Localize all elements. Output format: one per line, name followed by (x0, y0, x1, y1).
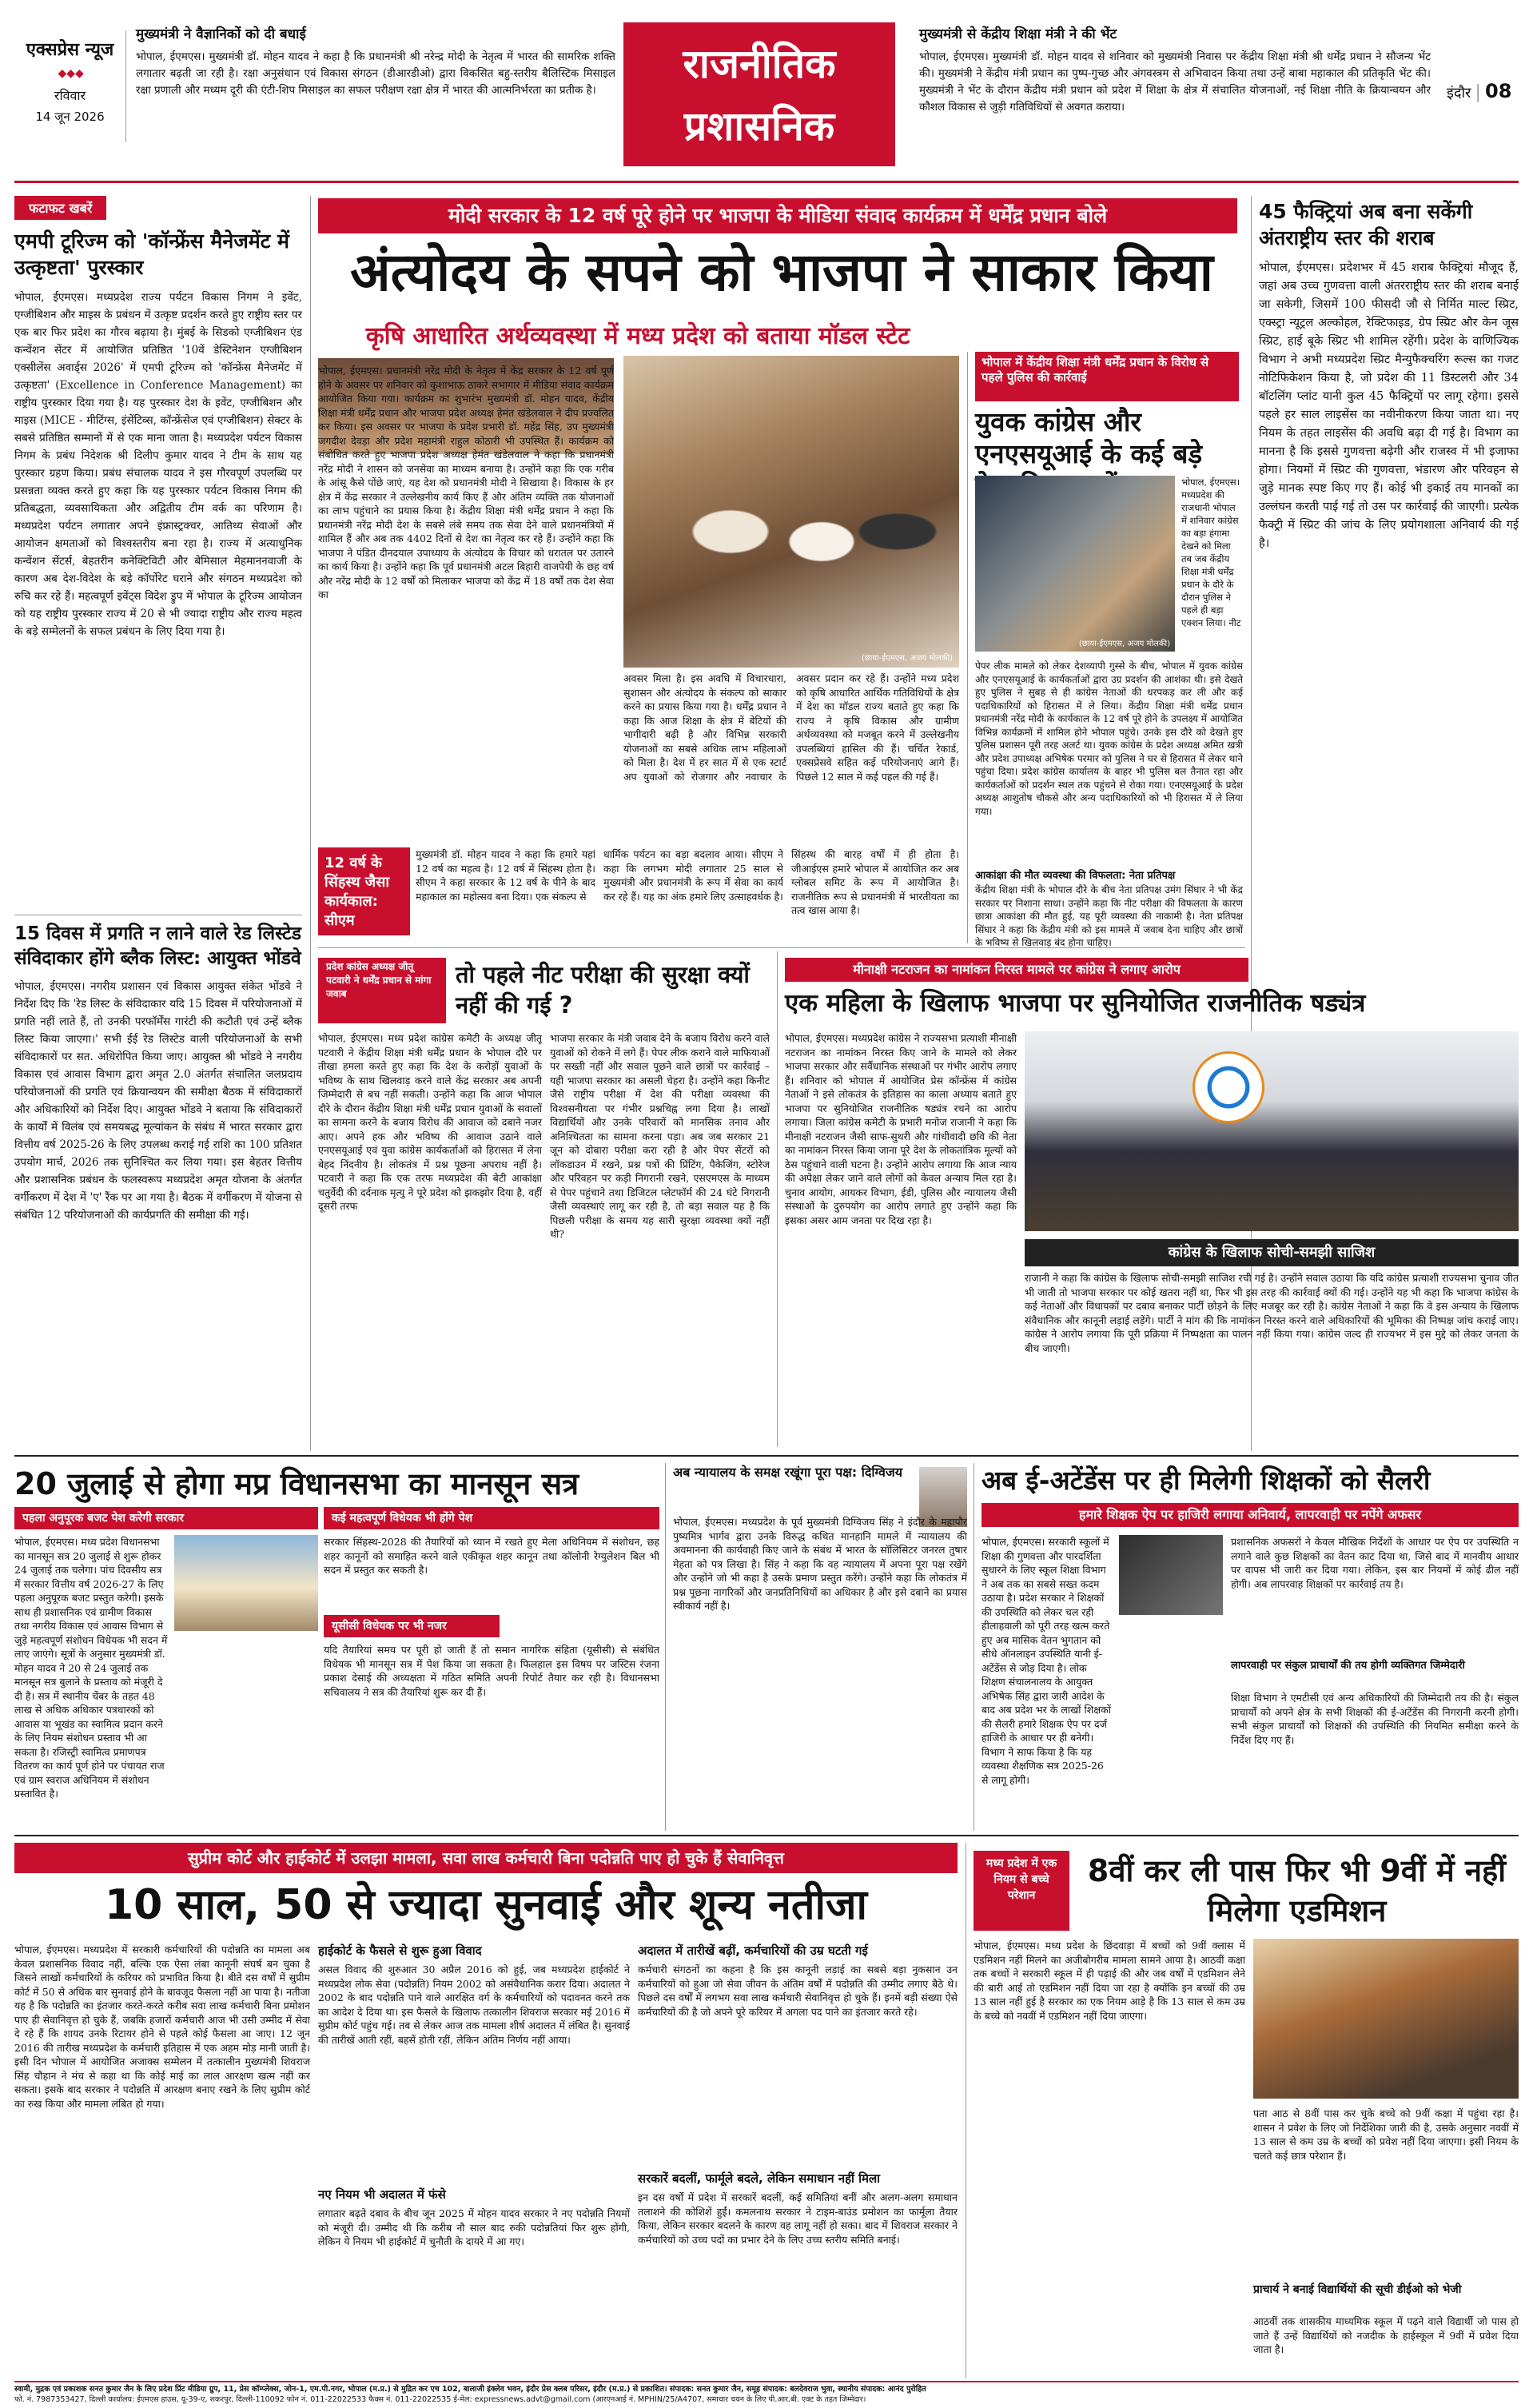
masthead (0, 0, 1533, 192)
court-sub2: नए नियम भी अदालत में फंसे (318, 2187, 446, 2202)
police-side: भोपाल, ईएमएस। मध्यप्रदेश की राजधानी भोपाल में शनिवार कांग्रेस का बड़ा हंगामा देखने को मिला तब जब केंद्रीय शिक्षा मंत्री धर्मेंद्र प्रधान के दौरे के दौरान पुलिस ने पहले ही बड़ा एक्शन लिया। नीट (1181, 476, 1241, 628)
admission-headline: 8वीं कर ली पास फिर भी 9वीं में नहीं मिलेगा एडमिशन (1087, 1853, 1507, 1928)
section-name-1: राजनीतिक (683, 41, 836, 87)
conspiracy-kicker (785, 958, 1248, 982)
lead-box-label (318, 847, 410, 935)
court-col5: इन दस वर्षों में प्रदेश में सरकारें बदलीं, कई समितियां बनीं और अलग-अलग समाधान तलाशने की कोशिशें हुईं। कमलनाथ सरकार ने टाइम-बाउंड प्रमोशन का फार्मूला तैयार किया, लेकिन सरकार बदलने के कारण वह लागू नहीं हो सका। बाद में शिवराज सरकार ने कर्मचारियों को उच्च पदों का प्रभार देने के लिए उच्च स्तरीय समिति बनाई। (638, 2191, 958, 2246)
section-banner (623, 22, 895, 166)
top-right-body: भोपाल, ईएमएस। मुख्यमंत्री डॉ. मोहन यादव से शनिवार को मुख्यमंत्री निवास पर केंद्रीय शिक्षा मंत्री श्री धर्मेंद्र प्रधान ने सौजन्य भेंट की। मुख्यमंत्री ने केंद्रीय मंत्री प्रधान का पुष्प-गुच्छ और अंगवस्त्रम से अभिवादन किया तथा उन्हें बाबा महाकाल की प्रतिकृति भेंट की। मुख्यमंत्री ने भेंट के दौरान केंद्रीय मंत्री प्रधान को प्रदेश में शिक्षा के क्षेत्र में संचालित योजनाओं, नई शिक्षा नीति के क्रियान्वयन और कौशल विकास से जुड़ी गतिविधियों से अवगत कराया। (919, 50, 1431, 114)
admission-subhead: प्राचार्य ने बनाई विद्यार्थियों की सूची डीईओ को भेजी (1253, 2283, 1462, 2296)
conspiracy-headline: एक महिला के खिलाफ भाजपा पर सुनियोजित राजनीतिक षड्यंत्र (785, 989, 1366, 1018)
court-kicker (14, 1843, 958, 1873)
masthead-city: इंदौर (1447, 85, 1471, 102)
admission-tag-text: मध्य प्रदेश में एक नियम से बच्चे परेशान (986, 1857, 1057, 1902)
lead-col1: भोपाल, ईएमएस। प्रधानमंत्री नरेंद्र मोदी के नेतृत्व में केंद्र सरकार के 12 वर्ष पूर्ण होने के अवसर पर शनिवार को कुशाभाऊ ठाकरे सभागार में मीडिया संवाद कार्यक्रम आयोजित किया गया। कार्यक्रम का शुभारंभ मुख्यमंत्री डॉ. मोहन यादव, केंद्रीय शिक्षा मंत्री धर्मेंद्र प्रधान और भाजपा प्रदेश अध्यक्ष हेमंत खंडेलवाल ने दीप प्रज्वलित कर किया। इस अवसर पर भाजपा के प्रदेश प्रभारी डॉ. महेंद्र सिंह, उप मुख्यमंत्री जगदीश देवड़ा और प्रदेश महामंत्री राहुल कोठारी भी उपस्थित हैं। कार्यक्रम को संबोधित करते हुए भाजपा प्रदेश अध्यक्ष हेमंत खंडेलवाल ने कहा कि प्रधानमंत्री नरेंद्र मोदी ने शासन को जनसेवा का माध्यम बनाया है। उन्होंने कहा कि एक गरीब के आंसू कैसे पोंछे जाएं, यह देश को प्रधानमंत्री मोदी ने सिखाया है। विकास के हर क्षेत्र में केंद्र सरकार ने उल्लेखनीय कार्य किए हैं और अंतिम व्यक्ति तक योजनाओं का लाभ पहुंचाने का प्रयास किया है। केंद्रीय शिक्षा मंत्री धर्मेंद्र प्रधान ने कहा कि प्रधानमंत्री नरेंद्र मोदी देश के सबसे लंबे समय तक सेवा देने वाले प्रधानमंत्रियों में शामिल हैं और अब तक 4402 दिनों से देश का नेतृत्व कर रहे हैं। उन्होंने कहा कि भाजपा ने पंडित दीनदयाल उपाध्याय के अंत्योदय के विचार को धरातल पर उतारने का कार्य किया है। उन्होंने कहा कि पूर्व प्रधानमंत्री अटल बिहारी वाजपेयी के छह वर्ष और नरेंद्र मोदी के 12 वर्षों को मिलाकर भाजपा को केंद्र में 18 वर्षों तक देश सेवा का (318, 365, 614, 600)
lead-kicker-text: मोदी सरकार के 12 वर्ष पूरे होने पर भाजपा के मीडिया संवाद कार्यक्रम में धर्मेंद्र प्रधान बोले (448, 204, 1108, 227)
admission-tag (974, 1851, 1069, 1931)
teachers-headline: अब ई-अटेंडेंस पर ही मिलेगी शिक्षकों को सैलरी (982, 1465, 1431, 1496)
admission-sub-body: आठवीं तक शासकीय माध्यमिक स्कूल में पढ़ने वाले विद्यार्थी जो पास हो जाते हैं उन्हें विद्यार्थियों को नजदीक के हाईस्कूल में 9वीं में प्रवेश दिया जाता है। (1253, 2315, 1519, 2355)
vidhansabha-tag (14, 1507, 318, 1529)
fatafat-story1-title: एमपी टूरिज्म को 'कॉन्फ्रेंस मैनेजमेंट में उत्कृष्टता' पुरस्कार (14, 229, 289, 279)
court-sub4: सरकारें बदलीं, फार्मूले बदले, लेकिन समाधान नहीं मिला (638, 2171, 881, 2186)
teachers-subhead-text: हमारे शिक्षक ऐप पर हाजिरी लगाया अनिवार्य, लापरवाही पर नपेंगे अफसर (1078, 1507, 1422, 1522)
vidhansabha-tag3-text: यूसीसी विधेयक पर भी नजर (332, 1620, 447, 1633)
brand-logo-icon: ◆◆◆ (58, 67, 84, 80)
masthead-day: रविवार (54, 88, 86, 103)
vidhansabha-headline: 20 जुलाई से होगा मप्र विधानसभा का मानसून सत्र (14, 1466, 579, 1501)
vidhansabha-col1: भोपाल, ईएमएस। मध्य प्रदेश विधानसभा का मानसून सत्र 20 जुलाई से शुरू होकर 24 जुलाई तक चलेगा। पांच दिवसीय सत्र में सरकार वित्तीय वर्ष 2026-27 के लिए पहला अनुपूरक बजट प्रस्तुत करेगी। इसके साथ ही प्रशासनिक एवं ग्रामीण विकास तथा नगरीय विकास एवं आवास विभाग से जुड़े महत्वपूर्ण संशोधन विधेयक भी सदन में लाए जाएंगे। सूत्रों के अनुसार मुख्यमंत्री डॉ. मोहन यादव ने 20 से 24 जुलाई तक मानसून सत्र बुलाने के प्रस्ताव को मंजूरी दे दी है। सत्र में स्थानीय चेंबर के तहत 48 लाख से अधिक अधिकार पत्रधारकों को आवास या भूखंड का स्वामित्व प्रदान करने के लिए नियम संशोधन प्रस्ताव भी आ सकता है। रजिस्ट्री स्वामित्व प्रमाणपत्र वितरण का कार्य पूर्ण होने पर पंचायत राज एवं ग्राम स्वराज अधिनियम में संशोधन प्रस्तावित है। (14, 1536, 168, 1800)
police-body: पेपर लीक मामले को लेकर देशव्यापी गुस्से के बीच, भोपाल में युवक कांग्रेस और एनएसयूआई के कार्यकर्ताओं द्वारा उग्र प्रदर्शन की आशंका थी। इसे देखते हुए पुलिस ने सुबह से ही कांग्रेस नेताओं की धरपकड़ कर ली और कई पदाधिकारियों को हिरासत में ले लिया। केंद्रीय शिक्षा मंत्री धर्मेंद्र प्रधान प्रधानमंत्री नरेंद्र मोदी के कार्यकाल के 12 वर्ष पूरे होने के उपलक्ष्य में आयोजित विभिन्न कार्यक्रमों में शामिल होने भोपाल पहुंचे। उनके इस दौरे को देखते हुए पुलिस प्रशासन पूरी तरह अलर्ट था। युवक कांग्रेस के प्रदेश अध्यक्ष अमित खत्री और प्रदेश उपाध्यक्ष अभिषेक परमार को पुलिस ने घर से हिरासत में लेकर थाने पहुंचा दिया। प्रदेश कांग्रेस कार्यालय के बाहर भी पुलिस बल तैनात रहा और कार्यकर्ताओं को प्रदर्शन स्थल तक पहुंचने से रोका गया। एनएसयूआई के प्रदेश अध्यक्ष आशुतोष चौकसे और अन्य पदाधिकारियों को भी हिरासत में ले लिया गया। (975, 660, 1243, 817)
conspiracy-box-body: राजानी ने कहा कि कांग्रेस के खिलाफ सोची-समझी साजिश रची गई है। उन्होंने सवाल उठाया कि यदि कांग्रेस प्रत्याशी राज्यसभा चुनाव जीत भी जाती तो भाजपा सरकार पर कोई खतरा नहीं था, फिर भी इस तरह की कार्रवाई क्यों की गई। उन्होंने यह भी कहा कि भाजपा कांग्रेस के कई नेताओं और विधायकों पर दबाव बनाकर पार्टी छोड़ने के लिए मजबूर कर रही है। कांग्रेस नेताओं ने कहा कि वे इस अन्याय के खिलाफ संवैधानिक और कानूनी लड़ाई लड़ेंगे। पार्टी ने मांग की कि नामांकन निरस्त करने वाले अधिकारियों की भूमिका की निष्पक्ष जांच कराई जाए। कांग्रेस ने आरोप लगाया कि पूरी प्रक्रिया में निष्पक्षता का पालन नहीं किया गया। कांग्रेस जल्द ही राज्यभर में इस मुद्दे को लेकर जनता के बीच जाएगी। (1025, 1272, 1519, 1354)
teachers-subhead (982, 1503, 1519, 1527)
police-photo (975, 476, 1175, 652)
lead-subhead: कृषि आधारित अर्थव्यवस्था में मध्य प्रदेश को बताया मॉडल स्टेट (365, 322, 910, 350)
top-right-title: मुख्यमंत्री से केंद्रीय शिक्षा मंत्री ने की भेंट (919, 26, 1117, 42)
court-headline: 10 साल, 50 से ज्यादा सुनवाई और शून्य नतीजा (104, 1881, 868, 1929)
lead-photo-people (639, 452, 943, 652)
court-sub3: अदालत में तारीखें बढ़ीं, कर्मचारियों की उम्र घटती गई (638, 1944, 868, 1958)
vidhansabha-tag3 (324, 1615, 500, 1637)
conspiracy-body: भोपाल, ईएमएस। मध्यप्रदेश कांग्रेस ने राज्यसभा प्रत्याशी मीनाक्षी नटराजन का नामांकन निरस्त किए जाने के मामले को लेकर भाजपा सरकार और सर्वैधानिक संस्थाओं पर गंभीर आरोप लगाए हैं। शनिवार को भोपाल में आयोजित प्रेस कॉन्फ्रेंस में कांग्रेस नेताओं ने इसे लोकतंत्र के इतिहास का काला अध्याय बताते हुए भाजपा पर सुनियोजित राजनीतिक षड्यंत्र रचने का आरोप लगाया। जिला कांग्रेस कमेटी के प्रभारी मनोज राजानी ने कहा कि मीनाक्षी नटराजन जैसी साफ-सुथरी और गांधीवादी छवि की नेता का नामांकन निरस्त किया जाना पूरे देश के लोकतांत्रिक मूल्यों को ठेस पहुंचाने वाली घटना है। उन्होंने आरोप लगाया कि आज न्याय की अपेक्षा लेकर जाने वाले लोगों को केवल अन्याय मिल रहा है। चुनाव आयोग, आयकर विभाग, ईडी, पुलिस और न्यायालय जैसी संस्थाओं के दुरुपयोग का आरोप लगाते हुए उन्होंने कहा कि इसका असर आम जनता पर दिख रहा है। (785, 1032, 1017, 1226)
masthead-date: 14 जून 2026 (35, 110, 105, 124)
vidhansabha-col2: सरकार सिंहस्थ-2028 की तैयारियों को ध्यान में रखते हुए मेला अधिनियम में संशोधन, छह शहर कानूनों को समाहित करने वाले एकीकृत शहर कानून तथा कॉलोनी रेग्युलेशन बिल भी सदन में प्रस्तुत कर सकती है। (324, 1536, 659, 1576)
sharab-title: 45 फैक्ट्रियां अब बना सकेंगी अंतराष्ट्रीय स्तर की शराब (1259, 200, 1473, 249)
teachers-sub-body: शिक्षा विभाग ने एमटीसी एवं अन्य अधिकारियों की जिम्मेदारी तय की है। संकुल प्राचार्यों को अपने क्षेत्र के सभी शिक्षकों की ई-अटेंडेंस की निगरानी करनी होगी। सभी संकुल प्राचार्यों को शिक्षकों की उपस्थिति की नियमित समीक्षा करने के निर्देश दिए गए हैं। (1231, 1692, 1519, 1746)
teachers-col2: प्रशासनिक अफसरों ने केवल मौखिक निर्देशों के आधार पर ऐप पर उपस्थिति न लगाने वाले कुछ शिक्षकों का वेतन काट दिया था, जिसे बाद में मानवीय आधार पर वापस भी जारी कर दिया गया। लेकिन, इस बार नियमों में कोई ढील नहीं होगी। अब लापरवाह शिक्षकों पर कार्रवाई तय है। (1231, 1536, 1519, 1590)
police-photo-caption: (छाया-ईएमएस, अजय मोलकी) (1078, 640, 1170, 648)
neet-col1: भोपाल, ईएमएस। मध्य प्रदेश कांग्रेस कमेटी के अध्यक्ष जीतू पटवारी ने केंद्रीय शिक्षा मंत्री धर्मेंद्र प्रधान के भोपाल दौरे पर तीखा हमला करते हुए कहा कि देश के करोड़ों युवाओं के भविष्य के साथ खिलवाड़ करने वाले केंद्र सरकार अब अपनी जिम्मेदारी से बच नहीं सकती। उन्होंने कहा कि आज भोपाल दौरे के दौरान केंद्रीय शिक्षा मंत्री धर्मेंद्र प्रधान युवाओं के सवालों का सामना करने के बजाय विरोध की आवाज को दबाने नजर आए। अपने हक और भविष्य की आवाज उठाने वाले एनएसयूआई एवं युवा कांग्रेस कार्यकर्ताओं को हिरासत में लेना बेहद निंदनीय है। लोकतंत्र में प्रश्न पूछना अपराध नहीं है। पटवारी ने कहा कि एक तरफ मध्यप्रदेश की बेटी आकांक्षा चतुर्वेदी की दर्दनाक मृत्यु ने पूरे प्रदेश को झकझोर दिया है, वहीं दूसरी तरफ (318, 1032, 542, 1212)
vidhansabha-tag-text: पहला अनुपूरक बजट पेश करेगी सरकार (22, 1512, 184, 1525)
lead-box-col2: धार्मिक पर्यटन का बड़ा बदलाव आया। सीएम ने कहा कि लगभग मोदी लगातार 25 साल से मुख्यमंत्री और प्रधानमंत्री के रूप में सेवा का कार्य कर रहे हैं। यह का अंक हमारे लिए उत्साहवर्धक है। (603, 848, 783, 903)
conspiracy-kicker-text: मीनाक्षी नटराजन का नामांकन निरस्त मामले पर कांग्रेस ने लगाए आरोप (853, 962, 1181, 977)
court-col1: भोपाल, ईएमएस। मध्यप्रदेश में सरकारी कर्मचारियों की पदोन्नति का मामला अब केवल प्रशासनिक विवाद नहीं, बल्कि एक ऐसा लंबा कानूनी संघर्ष बन चुका है जिसने लाखों कर्मचारियों के करियर को प्रभावित किया है। बीते दस वर्षों में सुप्रीम कोर्ट में 50 से अधिक बार सुनवाई होने के बावजूद फैसला नहीं आ पाया है। नतीजा यह है कि पदोन्नति का इंतजार करते-करते करीब सवा लाख कर्मचारी बिना प्रमोशन पाए ही सेवानिवृत्त हो चुके हैं, जबकि हजारों कर्मचारी आज भी उसी उम्मीद में सेवा दे रहे हैं कि शायद उनके रिटायर होने से पहले कोई फैसला आ जाए। 12 जून 2016 की तारीख मध्यप्रदेश के कर्मचारी इतिहास में एक अहम मोड़ मानी जाती है। इसी दिन भोपाल में आयोजित अजाक्स सम्मेलन में तत्कालीन मुख्यमंत्री शिवराज सिंह चौहान ने मंच से कहा था कि कोई माई का लाल आरक्षण खत्म नहीं कर सकता। इसके बाद सरकार ने पदोन्नति में आरक्षण बनाए रखने के लिए सुप्रीम कोर्ट का रुख किया और मामला लंबित हो गया। (14, 1944, 310, 2110)
teachers-subhead2: लापरवाही पर संकुल प्राचार्यों की तय होगी व्यक्तिगत जिम्मेदारी (1231, 1660, 1465, 1672)
fatafat-story2-title: 15 दिवस में प्रगति न लाने वाले रेड लिस्टेड संविदाकार होंगे ब्लैक लिस्ट: आयुक्त भोंडवे (14, 923, 301, 969)
court-sub1: हाईकोर्ट के फैसले से शुरू हुआ विवाद (318, 1944, 482, 1958)
court-kicker-text: सुप्रीम कोर्ट और हाईकोर्ट में उलझा मामला, सवा लाख कर्मचारी बिना पदोन्नति पाए हो चुके हैं सेवानिवृत्त (188, 1848, 784, 1868)
court-col4: कर्मचारी संगठनों का कहना है कि इस कानूनी लड़ाई का सबसे बड़ा नुकसान उन कर्मचारियों को हुआ जो सेवा जीवन के अंतिम वर्षों में पदोन्नति की उम्मीद लगाए बैठे थे। पिछले दस वर्षों में लगभग सवा लाख कर्मचारी सेवानिवृत्त हो चुके हैं। इनमें बड़ी संख्या ऐसे कर्मचारियों की है जो अपने पूरे करियर में अगला पद पाने का इंतजार करते रहे। (638, 1963, 958, 2018)
lead-photo-main (623, 356, 959, 668)
conspiracy-box-title-text: कांग्रेस के खिलाफ सोची-समझी साजिश (1168, 1244, 1376, 1261)
section-name-2: प्रशासनिक (683, 103, 835, 150)
police-subhead: आकांक्षा की मौत व्यवस्था की विफलता: नेता प्रतिपक्ष (975, 870, 1176, 882)
lead-box-label-text: 12 वर्ष के सिंहस्थ जैसा कार्यकाल: सीएम (325, 855, 389, 929)
vidhansabha-photo (174, 1535, 318, 1631)
court-col2: असल विवाद की शुरुआत 30 अप्रैल 2016 को हुई, जब मध्यप्रदेश हाईकोर्ट ने मध्यप्रदेश लोक सेवा (पदोन्नति) नियम 2002 को असंवैधानिक करार दिया। अदालत ने 2002 के बाद पदोन्नति पाने वाले आरक्षित वर्ग के कर्मचारियों को पदावनत करने तक का आदेश दे दिया था। इस फैसले के खिलाफ तत्कालीन शिवराज सरकार मई 2016 में सुप्रीम कोर्ट पहुंच गई। तब से लेकर आज तक मामला शीर्ष अदालत में लंबित है। सुनवाई की तारीखें आती रहीं, बहसें होती रहीं, लेकिन अंतिम निर्णय नहीं आया। (318, 1963, 630, 2046)
imprint-line2: फो. नं. 7987353427, दिल्ली कार्यालय: ईएमएस हाउस, यू-39-ए, शकरपुर, दिल्ली-110092 फोन नं. 011-22022533 फैक्स नं. 011-22022535 ई-मेल: expressnews.advt@gmail.com (आरएनआई नं. MPHIN/25/A4707, समाचार चयन के लिए पी.आर.बी. एक्ट के तहत जिम्मेदार। (14, 2395, 866, 2404)
lead-photo-credit: (छाया-ईएमएस, अजय मोलकी) (861, 654, 953, 663)
digvijay-body: भोपाल, ईएमएस। मध्यप्रदेश के पूर्व मुख्यमंत्री दिग्विजय सिंह ने इंदौर के महापौर पुष्यमित्र भार्गव द्वारा उनके विरुद्ध कथित मानहानि मामले में न्यायालय की अवमानना की कार्यवाही किए जाने के संबंध में भारत के सॉलिसिटर जनरल तुषार मेहता को पत्र लिखा है। सिंह ने कहा कि वह न्यायालय में अपना पूरा पक्ष रखेंगे और उन्होंने जो भी कहा है उसके प्रमाण प्रस्तुत करेंगे। उन्होंने कहा कि लोकतंत्र में प्रश्न पूछना नागरिकों और जनप्रतिनिधियों का अधिकार है और इसे दबाने का प्रयास स्वीकार्य नहीं है। (673, 1516, 967, 1612)
vidhansabha-tag2 (324, 1507, 659, 1529)
top-left-title: मुख्यमंत्री ने वैज्ञानिकों को दी बधाई (136, 26, 306, 42)
neet-col2: भाजपा सरकार के मंत्री जवाब देने के बजाय विरोध करने वाले युवाओं को रोकने में लगे हैं। पेपर लीक कराने वाले माफियाओं पर सख्ती नहीं और सवाल पूछने वाले छात्रों पर कार्रवाई – यही भाजपा सरकार का असली चेहरा है। उन्होंने कहा किनीट जैसे राष्ट्रीय परीक्षा में देश की परीक्षा व्यवस्था की विश्वसनीयता पर गंभीर प्रश्नचिह्न लगा दिया है। लाखों विद्यार्थियों और उनके परिवारों को मानसिक तनाव और अनिश्चितता का सामना करना पड़ा। अब जब सरकार 21 जून को दोबारा परीक्षा करा रही है और पेपर सेंटरों को लॉकडाउन में रखने, प्रश्न पत्रों की प्रिंटिंग, पैकेजिंग, स्टोरेज और परिवहन पर कड़ी निगरानी रखने, एसएमएस के माध्यम से पेपर पहुंचाने तथा डिजिटल प्लेटफॉर्म की 24 घंटे निगरानी जैसी व्यवस्थाएं लागू कर रही है, तो बड़ा सवाल यह है कि पिछली परीक्षा के समय यह सारी सुरक्षा व्यवस्था क्यों नहीं थी? (550, 1032, 770, 1240)
fatafat-story1-body: भोपाल, ईएमएस। मध्यप्रदेश राज्य पर्यटन विकास निगम ने इवेंट, एग्जीबिशन और माइस के प्रबंधन में उत्कृष्ट प्रदर्शन करते हुए राष्ट्रीय स्तर पर एक बार फिर प्रदेश का गौरव बढ़ाया है। मुंबई के सिडको एग्जीबिशन एंड कन्वेंशन सेंटर में आयोजित प्रतिष्ठित '10वें डेस्टिनेशन एग्जीबिशन एक्सीलेंस अवार्ड्स 2026' में एमपी टूरिज्म को 'कॉन्फ्रेंस मैनेजमेंट में उत्कृष्टता' (Excellence in Conference Management) का राष्ट्रीय पुरस्कार दिया गया है। यह पुरस्कार देश के इवेंट, एग्जीबिशन और माइस (MICE - मीटिंग्स, इंसेंटिव्स, कॉन्फ्रेंसेज एवं एग्जीबिशन) सेक्टर के सबसे प्रतिष्ठित सम्मानों में से एक माना जाता है। मध्यप्रदेश पर्यटन विकास निगम के प्रबंध निदेशक श्री दिलीप कुमार यादव ने टीम के साथ यह पुरस्कार ग्रहण किया। प्रबंध संचालक यादव ने इस गौरवपूर्ण उपलब्धि पर प्रसन्नता व्यक्त करते हुए कहा कि यह पुरस्कार पर्यटन विकास निगम की प्रतिबद्धता, व्यवसायिकता और अद्वितीय टीम वर्क का परिणाम है। मध्यप्रदेश पर्यटन लगातार अपने इंफ्रास्ट्रक्चर, आतिथ्य सेवाओं और आयोजन क्षमताओं को विश्वस्तरीय बना रहा है। राज्य में अत्याधुनिक कन्वेंशन सेंटर्स, बेहतरीन कनेक्टिविटी और बेमिसाल मेहमाननवाजी के कारण अब देश-विदेश के बड़े कॉर्पोरेट घराने और संगठन मध्यप्रदेश को रुचि कर रहे हैं। महत्वपूर्ण इवेंट्स विदेश ड्रुप में भोपाल के टूरिज्म आयोजन को यह राष्ट्रीय पुरस्कार राज्य में 20 से भी ज्यादा राष्ट्रीय और राज्य महत्व के बड़े सम्मेलनों के सफल प्रबंधन के लिए दिया गया है। (14, 291, 302, 638)
lead-col2: अवसर मिला है। इस अवधि में विचारधारा, सुशासन और अंत्योदय के संकल्प को साकार करने का प्रयास किया गया है। धर्मेंद्र प्रधान ने कहा कि आज शिक्षा के क्षेत्र में बेटियों की भागीदारी बढ़ी है और विभिन्न सरकारी योजनाओं का सबसे अधिक लाभ महिलाओं को मिला है। देश में हर सात में से एक स्टार्ट अप युवाओं को रोजगार और नवाचार के अवसर प्रदान कर रहे हैं। उन्होंने मध्य प्रदेश को कृषि आधारित आर्थिक गतिविधियों के क्षेत्र में देश का मॉडल राज्य बताते हुए कहा कि राज्य ने कृषि विकास और ग्रामीण अर्थव्यवस्था को मजबूत करने में उल्लेखनीय उपलब्धियां हासिल की हैं। चर्चित रेकार्ड, एक्सप्रेसवे सहित कई परियोजनाएं आगे हैं। पिछले 12 साल में कई पहल की गई हैं। (623, 672, 959, 783)
masthead-rule (14, 181, 1519, 183)
police-headline: युवक कांग्रेस और एनएसयूआई के कई बड़े (975, 406, 1203, 469)
neet-tag (318, 958, 446, 1023)
imprint-line1: स्वामी, मुद्रक एवं प्रकाशक सनत कुमार जैन के लिए प्रदेश प्रिंट मीडिया ग्रुप, 11, प्रेस कॉम्प्लेक्स, जोन-1, एम.पी.नगर, भोपाल (म.प्र.) से मुद्रित कर एच 102, बालाजी इंक्लेव भवन, इंदौर प्रेस क्लब परिसर, इंदौर (म.प्र.) से प्रकाशित। संपादक: सनत कुमार जैन, समूह संपादक: बलदेवराज भुवा, स्थानीय संपादक: आनंद पुरोहित (14, 2385, 926, 2394)
lead-kicker (318, 198, 1237, 233)
vidhansabha-tag2-text: कई महत्वपूर्ण विधेयक भी होंगे पेश (332, 1512, 473, 1525)
fatafat-section (14, 196, 302, 1451)
imprint (14, 2384, 1519, 2406)
sharab-body: भोपाल, ईएमएस। प्रदेशभर में 45 शराब फैक्ट्रियां मौजूद हैं, जहां अब उच्च गुणवत्ता वाली अंतरराष्ट्रीय स्तर की शराब बनाई जा सकेगी, जिसमें 100 फीसदी जौ से निर्मित माल्ट स्प्रिट, एक्स्ट्रा न्यूट्रल अल्कोहल, रेक्टिफाइड, ग्रेप स्प्रिट और केन जूस स्प्रिट, हाई बूके स्प्रिट भी शामिल रहेंगी। प्रदेश के वाणिज्यिक विभाग ने अभी मध्यप्रदेश स्प्रिट मैन्युफैक्चरिंग रूल्स का गजट नोटिफिकेशन किया है, जो प्रदेश की 11 डिस्टलरी और 34 बॉटलिंग प्लांट यानी कुल 45 फैक्ट्रियों पर लागू रहेगा। इससे पहले हर साल लाइसेंस का नवीनीकरण किया जाता था। नए नियम के तहत लाइसेंस की अवधि बढ़ा दी गई है। विभाग का मानना है कि इससे गुणवत्ता बढ़ेगी और राजस्व में भी इजाफा होगा। नियमों में स्प्रिट की गुणवत्ता, भंडारण और परिवहन से जुड़े मानक स्पष्ट किए गए हैं। कोई भी इकाई तय मानकों का उल्लंघन करती पाई गई तो उस पर कार्रवाई की जाएगी। प्रत्येक फैक्ट्री में स्प्रिट की जांच के लिए प्रयोगशाला अनिवार्य की गई है। (1259, 261, 1519, 550)
top-right-story (919, 24, 1431, 144)
fatafat-label: फटाफट खबरें (14, 196, 106, 220)
page-number-block: इंदौर | 08 (1447, 80, 1512, 102)
lead-box-col3: सिंहस्थ की बारह वर्षों में ही होता है। जीआईएस हमारे भोपाल में आयोजित कर अब ग्लोबल समिट के रूप में आयोजित है। राजनीतिक रूप से प्रधानमंत्री में भारतीयता का तत्व खास आया है। (791, 848, 959, 916)
digvijay-kicker: अब न्यायालय के समक्ष रखूंगा पूरा पक्ष: दिग्विजय (673, 1465, 903, 1480)
police-sub-body: केंद्रीय शिक्षा मंत्री के भोपाल दौरे के बीच नेता प्रतिपक्ष उमंग सिंघार ने भी केंद्र सरकार पर निशाना साधा। उन्होंने कहा कि नीट परीक्षा की विफलता के कारण छात्रा आकांक्षा की मौत हुई, यह पूरी व्यवस्था की नाकामी है। नेता प्रतिपक्ष सिंघार ने कहा कि केंद्रीय मंत्री को इस मामले में जवाब देना चाहिए और छात्रों के भविष्य से खिलवाड़ बंद होना चाहिए। (975, 884, 1243, 947)
neet-headline: तो पहले नीट परीक्षा की सुरक्षा क्यों नहीं की गई ? (456, 961, 750, 1019)
police-kicker (975, 352, 1239, 401)
conspiracy-box-title (1025, 1239, 1519, 1266)
page-number: 08 (1485, 80, 1512, 102)
teachers-photo (1119, 1535, 1223, 1615)
conspiracy-photo (1025, 1031, 1519, 1231)
lead-headline: अंत्योदय के सपने को भाजपा ने साकार किया (350, 241, 1213, 303)
admission-photo (1253, 1939, 1519, 2099)
lead-box-col1: मुख्यमंत्री डॉ. मोहन यादव ने कहा कि हमारे यहां 12 वर्ष का महत्व है। 12 वर्ष में सिंहस्थ होता है। सीएम ने कहा सरकार के 12 वर्ष के पीने के बाद महाकाल का महोत्सव बना दिया। एक संकल्प से (416, 848, 595, 903)
police-kicker-text: भोपाल में केंद्रीय शिक्षा मंत्री धर्मेंद्र प्रधान के विरोध से पहले पुलिस की कार्रवाई (982, 355, 1209, 385)
congress-logo-icon (1193, 1051, 1264, 1123)
fatafat-story2-body: भोपाल, ईएमएस। नगरीय प्रशासन एवं विकास आयुक्त संकेत भोंडवे ने निर्देश दिए कि 'रेड लिस्ट के संविदाकार यदि 15 दिवस में परियोजनाओं में प्रगति नहीं लाते हैं, तो उनकी परफॉर्मेंस गारंटी की कटौती एवं उन्हें ब्लैक लिस्ट किया जाएगा।' सभी ईई रेड लिस्टेड वाली परियोजनाओं के सभी संविदाकारों पर सत. अधिरोपित किया जाए। आयुक्त श्री भोंडवे ने नगरीय विकास एवं आवास विभाग द्वारा अमृत 2.0 अंतर्गत संचालित जलप्रदाय परियोजनाओं की प्रगति एवं क्रियान्वयन की समीक्षा बैठक में संविदाकारों और अधिकारियों को निर्देश दिए। आयुक्त भोंडवे ने बताया कि संविदाकारों के कार्यों में विलंब एवं समयबद्ध मूल्यांकन के संबंध में भारत सरकार द्वारा वित्तीय वर्ष 2025-26 के लिए उपलब्ध कराई गई राशि का 100 प्रतिशत उपयोग मार्च, 2026 तक सुनिश्चित कर लिया गया। इस बेहतर वित्तीय और प्रशासनिक प्रबंधन के फलस्वरूप मध्यप्रदेश अमृत योजना के अंतर्गत वर्गीकरण में देश में 'ए' रैंक पर आ गया है। बैठक में वर्गीकरण में योजना से संबंधित 12 परियोजनाओं की कार्यप्रगति की समीक्षा की गई। (14, 980, 302, 1222)
admission-col2: पता आठ से 8वीं पास कर चुके बच्चे को 9वीं कक्षा में पहुंचा रहा है। शासन ने प्रवेश के लिए जो निर्देशिका जारी की है, उसके अनुसार नववीं में 13 साल से कम उम्र के बच्चों को प्रवेश नहीं दिया जाएगा। इसी नियम के चलते कई छात्र परेशान हैं। (1253, 2107, 1519, 2162)
top-left-story (136, 24, 615, 144)
neet-tag-text: प्रदेश कांग्रेस अध्यक्ष जीतू पटवारी ने धर्मेंद्र प्रधान से मांगा जवाब (326, 961, 432, 999)
teachers-col1: भोपाल, ईएमएस। सरकारी स्कूलों में शिक्षा की गुणवत्ता और पारदर्शिता सुधारने के लिए स्कूल शिक्षा विभाग ने अब तक का सबसे सख्त कदम उठाया है। प्रदेश सरकार ने शिक्षकों की उपस्थिति को लेकर चल रही हीलाहवाली को पूरी तरह खत्म करते हुए अब मासिक वेतन भुगतान को सीधे ऑनलाइन उपस्थिति यानी ई-अटेंडेंस से जोड़ दिया है। लोक शिक्षण संचालनालय के आयुक्त अभिषेक सिंह द्वारा जारी आदेश के बाद अब प्रदेश भर के लाखों शिक्षकों की सैलरी हमारे शिक्षक ऐप पर दर्ज हाजिरी के आधार पर ही बनेगी। विभाग ने साफ किया है कि यह व्यवस्था शैक्षणिक सत्र 2025-26 से लागू होगी। (982, 1536, 1112, 1786)
court-col3: लगातार बढ़ते दबाव के बीच जून 2025 में मोहन यादव सरकार ने नए पदोन्नति नियमों को मंजूरी दी। उम्मीद थी कि करीब नौ साल बाद रुकी पदोन्नतियां फिर शुरू होंगी, लेकिन ये नियम भी हाईकोर्ट में चुनौती के दायरे में आ गए। (318, 2207, 630, 2247)
brand-block (14, 30, 126, 142)
admission-col1: भोपाल, ईएमएस। मध्य प्रदेश के छिंदवाड़ा में बच्चों को 9वीं क्लास में एडमिशन नहीं मिलने का अजीबोगरीब मामला सामने आया है। आठवीं कक्षा तक बच्चों ने सरकारी स्कूल में ही पढ़ाई की और जब वर्षों में एडमिशन लेने की बारी आई तो एडमिशन नहीं दिया जा रहा है क्योंकि इन बच्चों की उम्र 13 साल नहीं हुई है सरकार का एक नियम आड़े है कि 13 साल से कम उम्र के बच्चे को नववीं में एडमिशन नहीं दिया जाएगा। (974, 1940, 1245, 2022)
brand-name: एक्सप्रेस न्यूज (26, 40, 114, 60)
top-left-body: भोपाल, ईएमएस। मुख्यमंत्री डॉ. मोहन यादव ने कहा है कि प्रधानमंत्री श्री नरेन्द्र मोदी के नेतृत्व में भारत की सामरिक शक्ति लगातार बढ़ती जा रही है। रक्षा अनुसंधान एवं विकास संगठन (डीआरडीओ) द्वारा विकसित बहु-स्तरीय बैलिस्टिक मिसाइल रक्षा प्रणाली और मध्यम दूरी की एंटी-शिप मिसाइल का सफल परीक्षण रक्षा क्षेत्र में भारत की आत्मनिर्भरता का प्रतीक है। (136, 50, 615, 97)
vidhansabha-col3: यदि तैयारियां समय पर पूरी हो जाती हैं तो समान नागरिक संहिता (यूसीसी) से संबंधित विधेयक भी मानसून सत्र में पेश किया जा सकता है। फिलहाल इस विषय पर जस्टिस रंजना प्रकाश देसाई की अध्यक्षता में गठित समिति अपनी रिपोर्ट तैयार कर रही है। विधानसभा सचिवालय ने सत्र की तैयारियां शुरू कर दी हैं। (324, 1644, 659, 1698)
